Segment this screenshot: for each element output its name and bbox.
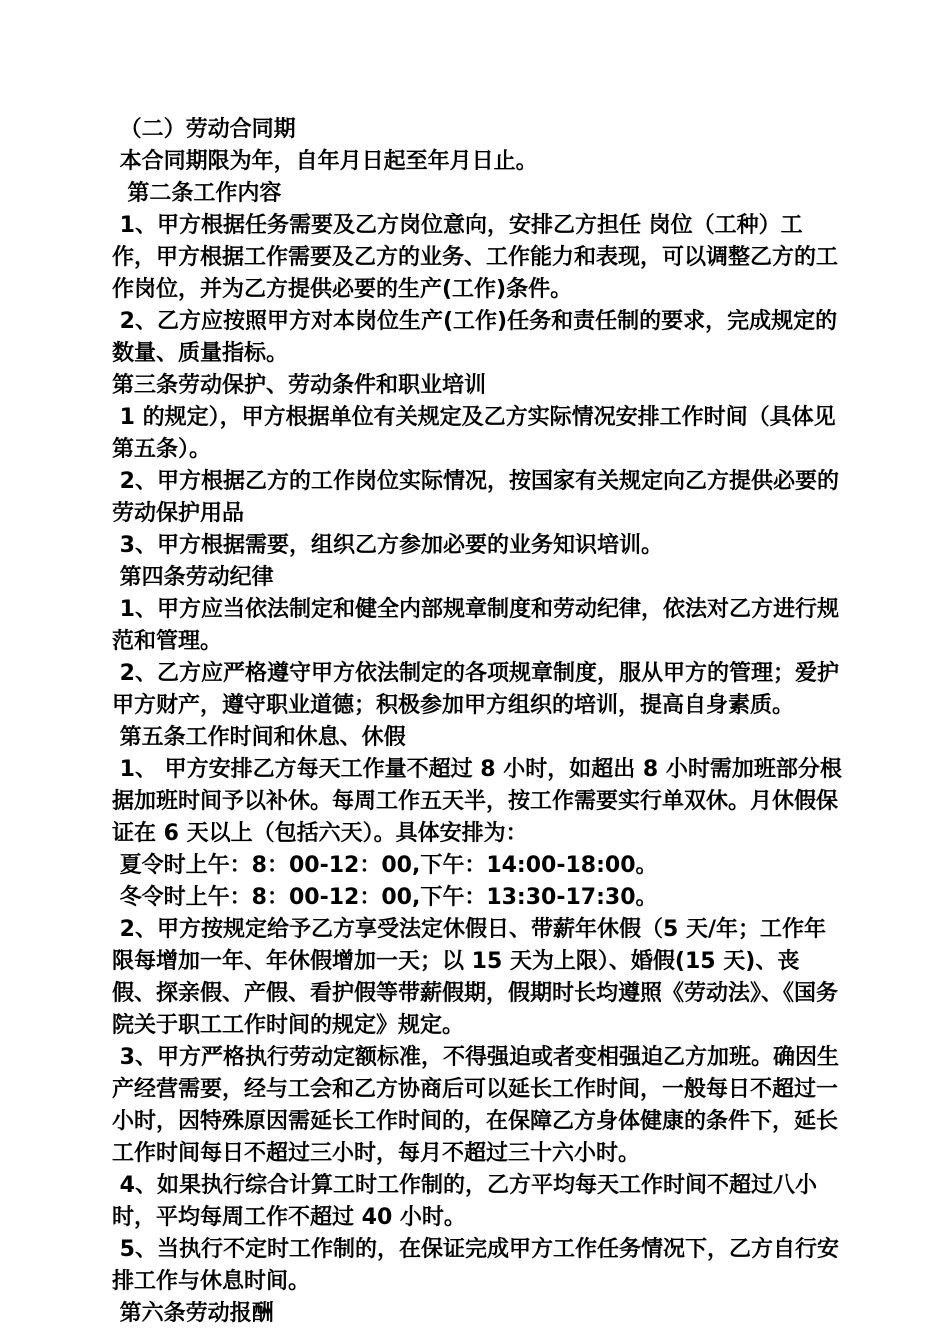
article-heading: 第三条劳动保护、劳动条件和职业培训: [112, 373, 487, 398]
article-heading: 第二条工作内容: [112, 181, 282, 206]
paragraph: 3、甲方根据需要，组织乙方参加必要的业务知识培训。: [112, 533, 663, 558]
article-heading: 第六条劳动报酬: [112, 1301, 274, 1326]
schedule-line: 冬令时上午：8：00-12：00,下午：13:30-17:30。: [112, 885, 658, 910]
paragraph: 1、 甲方安排乙方每天工作量不超过 8 小时，如超出 8 小时需加班部分根据加班时间予以补休。每周工作五天半，按工作需要实行单双休。月休假保证在 6 天以上（包括六天）。具体安排为：: [112, 757, 842, 846]
paragraph: 3、甲方严格执行劳动定额标准，不得强迫或者变相强迫乙方加班。确因生产经营需要，经与工会和乙方协商后可以延长工作时间，一般每日不超过一小时，因特殊原因需延长工作时间的，在保障乙方身体健康的条件下，延长工作时间每日不超过三小时，每月不超过三十六小时。: [112, 1045, 839, 1166]
paragraph: 2、甲方根据乙方的工作岗位实际情况，按国家有关规定向乙方提供必要的劳动保护用品: [112, 469, 839, 526]
article-heading: 第五条工作时间和休息、休假: [112, 725, 406, 750]
paragraph: 1 的规定），甲方根据单位有关规定及乙方实际情况安排工作时间（具体见第五条）。: [112, 405, 836, 462]
paragraph: 本合同期限为年，自年月日起至年月日止。: [112, 149, 538, 174]
paragraph: 1、甲方应当依法制定和健全内部规章制度和劳动纪律，依法对乙方进行规范和管理。: [112, 597, 839, 654]
paragraph: 1、甲方根据任务需要及乙方岗位意向，安排乙方担任 岗位（工种）工作，甲方根据工作需要及乙方的业务、工作能力和表现，可以调整乙方的工作岗位，并为乙方提供必要的生产(工作)条件。: [112, 213, 839, 302]
paragraph: 2、乙方应按照甲方对本岗位生产(工作)任务和责任制的要求，完成规定的数量、质量指标。: [112, 309, 838, 366]
article-heading: 第四条劳动纪律: [112, 565, 274, 590]
paragraph: 5、当执行不定时工作制的，在保证完成甲方工作任务情况下，乙方自行安排工作与休息时间。: [112, 1237, 839, 1294]
schedule-line: 夏令时上午：8：00-12：00,下午：14:00-18:00。: [112, 853, 658, 878]
paragraph: 2、乙方应严格遵守甲方依法制定的各项规章制度，服从甲方的管理；爱护甲方财产，遵守职业道德；积极参加甲方组织的培训，提高自身素质。: [112, 661, 839, 718]
section-heading: （二）劳动合同期: [112, 117, 296, 142]
paragraph: 2、甲方按规定给予乙方享受法定休假日、带薪年休假（5 天/年；工作年限每增加一年、年休假增加一天；以 15 天为上限）、婚假(15 天)、丧假、探亲假、产假、看护假等带薪假期，假期时长均遵照《劳动法》、《国务院关于职工工作时间的规定》规定。: [112, 917, 839, 1038]
paragraph: 4、如果执行综合计算工时工作制的，乙方平均每天工作时间不超过八小时，平均每周工作不超过 40 小时。: [112, 1173, 817, 1230]
document-body: [112, 114, 842, 1330]
